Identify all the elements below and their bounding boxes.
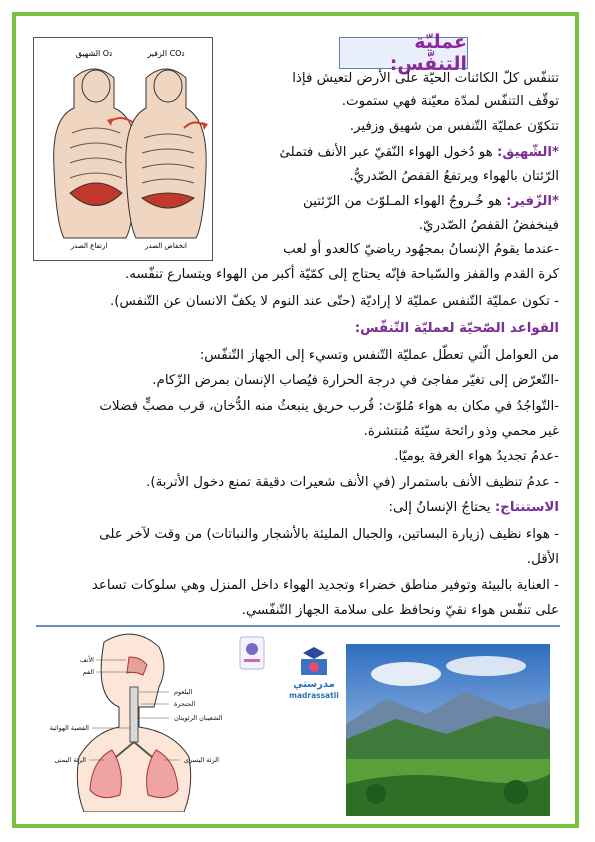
exhale-term: *الزّفير: bbox=[506, 194, 559, 209]
rule-3: -عدمُ تجديدُ هواء الغرفة يوميّا. bbox=[394, 449, 559, 464]
para-intro-1: تتنفّس كلّ الكائنات الحيّة على الأرض لتعيش فإذا bbox=[292, 71, 559, 86]
respiratory-diagram bbox=[34, 632, 234, 812]
inhale-text: هو دُخول الهواء النّقيّ عبر الأنف فتملئ bbox=[279, 145, 498, 160]
respiratory-system-figure bbox=[34, 632, 234, 812]
inhale-definition-2: الرّئتان بالهواء ويرتفعُ القفصُ الصّدريُّ. bbox=[349, 169, 559, 184]
conclusion-2-line-2: على تنفّس هواء نقيّ ونحافظ على سلامة الجهاز التّنفّسي. bbox=[241, 603, 559, 618]
caption-inhale: ارتفاع الصدر bbox=[70, 242, 108, 250]
rules-heading: القواعد الصّحيّة لعمليّة التّنفّس: bbox=[354, 321, 559, 336]
caption-exhale: انخفاض الصدر bbox=[145, 242, 187, 250]
rule-1: -التّعرّض إلى تغيّر مفاجئ في درجة الحرارة فيُصاب الإنسان بمرض الزّكام. bbox=[152, 373, 559, 388]
involuntary-note: - تكون عمليّة التّنفس عمليّة لا إراديّة (حتّى عند النوم لا يكفّ الانسان عن التّنفس). bbox=[110, 294, 559, 309]
exhale-torso bbox=[126, 69, 208, 238]
label-left-lung: الرئة اليسرى bbox=[184, 756, 219, 764]
section-divider bbox=[36, 625, 560, 627]
effort-line-2: كرة القدم والقفز والسّباحة فإنّه يحتاج إلى كمّيّة أكبر من الهواء ويتسارع تنفّسه. bbox=[125, 267, 559, 282]
exhale-definition bbox=[303, 191, 559, 214]
label-right-lung: الرئة اليمنى bbox=[54, 756, 86, 764]
conclusion bbox=[389, 497, 560, 520]
green-landscape-photo bbox=[346, 644, 550, 816]
inhale-label: الشهيق O₂ bbox=[75, 49, 113, 58]
logo-latin: madrassatii bbox=[289, 691, 339, 700]
label-mouth: الفم bbox=[82, 668, 94, 676]
label-larynx: الحنجرة bbox=[174, 700, 196, 708]
conclusion-2-line-1: - العناية بالبيئة وتوفير مناطق خضراء وتجديد الهواء داخل المنزل وهي سلوكات تساعد bbox=[91, 578, 559, 593]
logo-arabic: مدرستي bbox=[293, 679, 335, 690]
label-pharynx: البلعوم bbox=[174, 688, 193, 696]
label-trachea: القصبة الهوائية bbox=[49, 724, 89, 732]
inhale-torso bbox=[54, 69, 137, 238]
watermark-logo bbox=[238, 635, 266, 671]
conclusion-1-line-2: الأقل. bbox=[526, 552, 559, 567]
inhale-definition bbox=[280, 142, 559, 165]
para-composition: تتكوّن عمليّة التّنفس من شهيق وزفير. bbox=[349, 119, 559, 134]
exhale-label: الزفير CO₂ bbox=[147, 49, 185, 58]
para-intro-2: توقّف التنفّس لمدّة معيّنة فهي ستموت. bbox=[341, 94, 559, 109]
effort-line-1: -عندما يقومُ الإنسانُ بمجهُود رياضيّ كالعدو أو لعب bbox=[283, 242, 559, 257]
exhale-text: هو خُـروجُ الهواء المـلوّث من الرّئتين bbox=[303, 194, 507, 209]
madrassatii-logo bbox=[285, 645, 343, 703]
exhale-definition-2: فينخفضُ القفصُ الصّدريّ. bbox=[418, 218, 559, 233]
conclusion-term: الاستنتاج: bbox=[494, 500, 559, 515]
rules-intro: من العوامل الّتي تعطّل عمليّة التّنفس وتسيء إلى الجهاز التّنفّس: bbox=[199, 348, 559, 363]
rule-2-line-2: غير محمي وذو رائحة سيّئة مُنتشرة. bbox=[363, 424, 559, 439]
rule-2-line-1: -التّواجُدُ في مكان به هواء مُلوّث: قُرب حريق ينبعثُ منه الدُّخان، قرب مصبٍّ فضلات bbox=[99, 399, 559, 414]
page-title: عمليّة التنفّس: bbox=[339, 37, 468, 69]
conclusion-1-line-1: - هواء نظيف (زيارة البساتين، والجبال المليئة بالأشجار والنباتات) من وقت لآخر على bbox=[99, 527, 559, 542]
conclusion-text: يحتاجُ الإنسانُ إلى: bbox=[388, 500, 495, 515]
label-nose: الأنف bbox=[79, 656, 94, 664]
inhale-term: *الشّهيق: bbox=[497, 145, 559, 160]
label-bronchi: الشعيبان الرئويتان bbox=[174, 714, 223, 722]
breathing-figure bbox=[33, 37, 213, 261]
breathing-diagram bbox=[34, 38, 212, 260]
rule-4: - عدمُ تنظيف الأنف باستمرار (في الأنف شعيرات دقيقة تمنع دخول الأتربة). bbox=[146, 475, 559, 490]
